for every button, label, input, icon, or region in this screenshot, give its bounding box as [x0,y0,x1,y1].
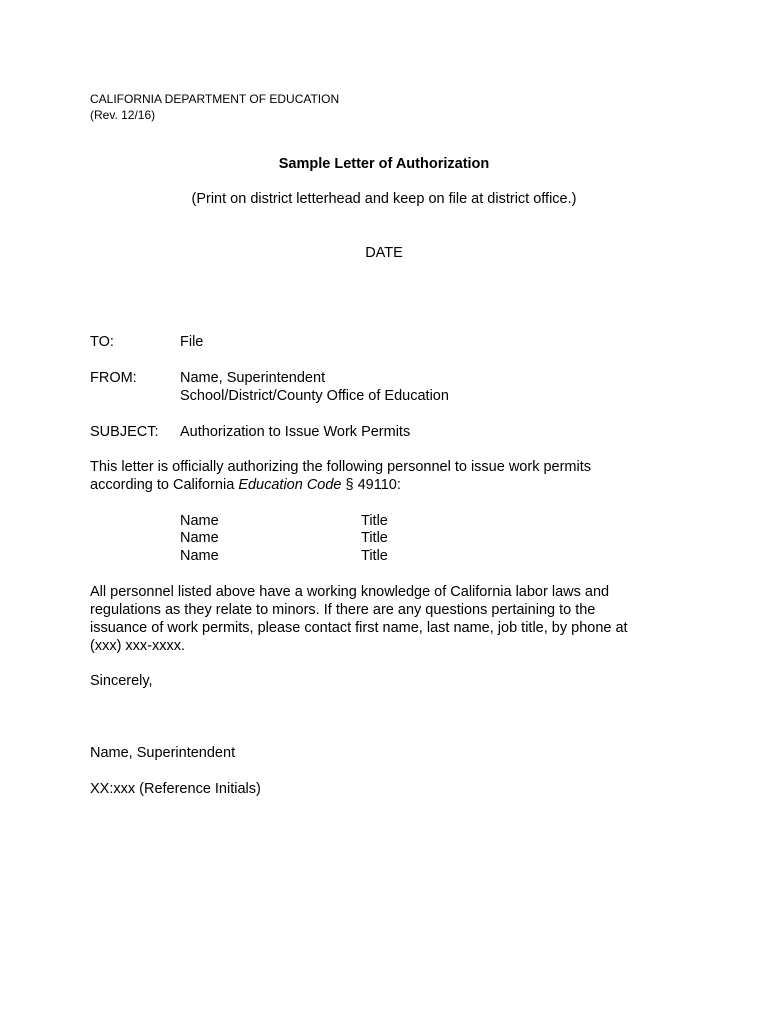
revision-note: (Rev. 12/16) [90,108,156,122]
intro-line-2-end: § 49110: [341,477,401,493]
knowledge-paragraph [90,583,670,655]
department-header: CALIFORNIA DEPARTMENT OF EDUCATION [90,92,340,106]
to-label: TO: [90,334,114,350]
knowledge-line-4: (xxx) xxx-xxxx. [90,638,186,654]
personnel-name: Name [180,530,219,546]
from-value-name: Name, Superintendent [180,370,326,386]
subject-label: SUBJECT: [90,424,159,440]
subject-value: Authorization to Issue Work Permits [180,424,411,440]
intro-paragraph [90,458,670,494]
print-instruction: (Print on district letterhead and keep on file at district office.) [191,191,577,207]
knowledge-line-1: All personnel listed above have a working knowledge of California labor laws and [90,584,610,600]
from-label: FROM: [90,370,137,386]
signature-name: Name, Superintendent [90,745,236,761]
intro-line-2 [90,476,670,494]
intro-line-1: This letter is officially authorizing the following personnel to issue work permits [90,459,592,475]
personnel-title: Title [361,548,388,564]
reference-initials: XX:xxx (Reference Initials) [90,781,261,797]
personnel-title: Title [361,513,388,529]
closing: Sincerely, [90,673,153,689]
education-code-reference: Education Code [238,477,342,493]
date-placeholder: DATE [365,245,403,261]
to-value: File [180,334,204,350]
from-value-organization: School/District/County Office of Education [180,388,449,404]
intro-line-2-start: according to California [90,477,239,493]
document-title: Sample Letter of Authorization [278,156,490,172]
personnel-title: Title [361,530,388,546]
personnel-name: Name [180,548,219,564]
knowledge-line-2: regulations as they relate to minors. If there are any questions pertaining to the [90,602,596,618]
personnel-name: Name [180,513,219,529]
knowledge-line-3: issuance of work permits, please contact first name, last name, job title, by phone at [90,620,628,636]
